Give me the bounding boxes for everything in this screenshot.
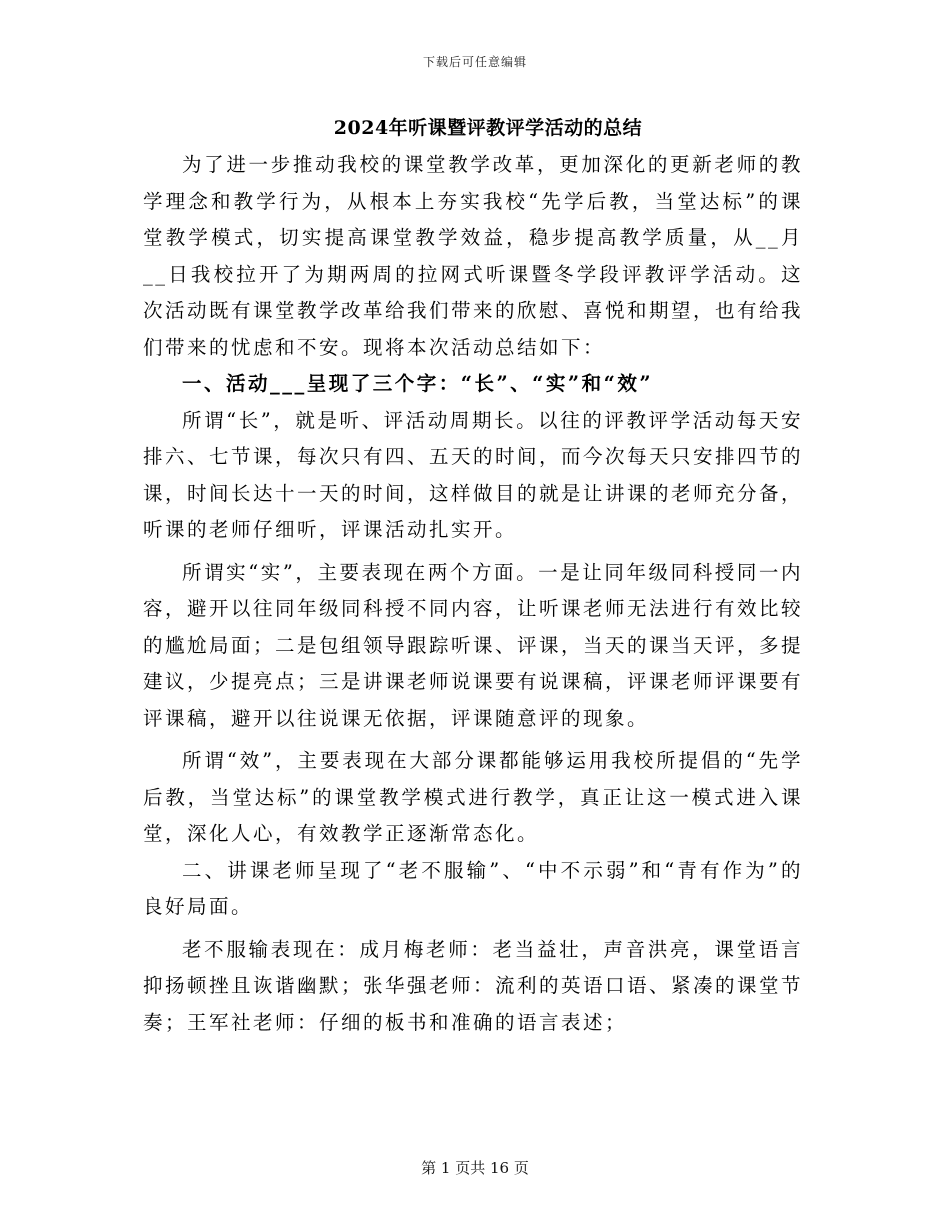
document-body	[143, 113, 803, 1041]
paragraph-xiao: 所谓“效”，主要表现在大部分课都能够运用我校所提倡的“先学后教，当堂达标”的课堂教学模式进行教学，真正让这一模式进入课堂，深化人心，有效教学正逐渐常态化。	[143, 749, 803, 845]
page-number: 第 1 页共 16 页	[421, 1159, 529, 1177]
section-heading-two: 二、讲课老师呈现了“老不服输”、“中不示弱”和“青有作为”的良好局面。	[143, 858, 803, 918]
document-title: 2024年听课暨评教评学活动的总结	[333, 117, 643, 139]
header-note: 下载后可任意编辑	[422, 55, 527, 69]
paragraph-shi: 所谓实“实”，主要表现在两个方面。一是让同年级同科授同一内容，避开以往同年级同科授不同内容，让听课老师无法进行有效比较的尴尬局面；二是包组领导跟踪听课、评课，当天的课当天评，多提建议，少提亮点；三是讲课老师说课要有说课稿，评课老师评课要有评课稿，避开以往说课无依据，评课随意评的现象。	[143, 560, 804, 730]
paragraph-chang: 所谓“长”，就是听、评活动周期长。以往的评教评学活动每天安排六、七节课，每次只有四、五天的时间，而今次每天只安排四节的课，时间长达十一天的时间，这样做目的就是让讲课的老师充分备，听课的老师仔细听，评课活动扎实开。	[143, 408, 804, 541]
section-heading-one: 一、活动___呈现了三个字：“长”、“实”和“效”	[182, 372, 654, 395]
intro-paragraph: 为了进一步推动我校的课堂教学改革，更加深化的更新老师的教学理念和教学行为，从根本上夯实我校“先学后教，当堂达标”的课堂教学模式，切实提高课堂教学效益，稳步提高教学质量，从__月__日我校拉开了为期两周的拉网式听课暨冬学段评教评学活动。这次活动既有课堂教学改革给我们带来的欣慰、喜悦和期望，也有给我们带来的忧虑和不安。现将本次活动总结如下：	[143, 153, 804, 359]
paragraph-teachers: 老不服输表现在：成月梅老师：老当益壮，声音洪亮，课堂语言抑扬顿挫且诙谐幽默；张华强老师：流利的英语口语、紧凑的课堂节奏；王军社老师：仔细的板书和准确的语言表述；	[143, 937, 804, 1034]
